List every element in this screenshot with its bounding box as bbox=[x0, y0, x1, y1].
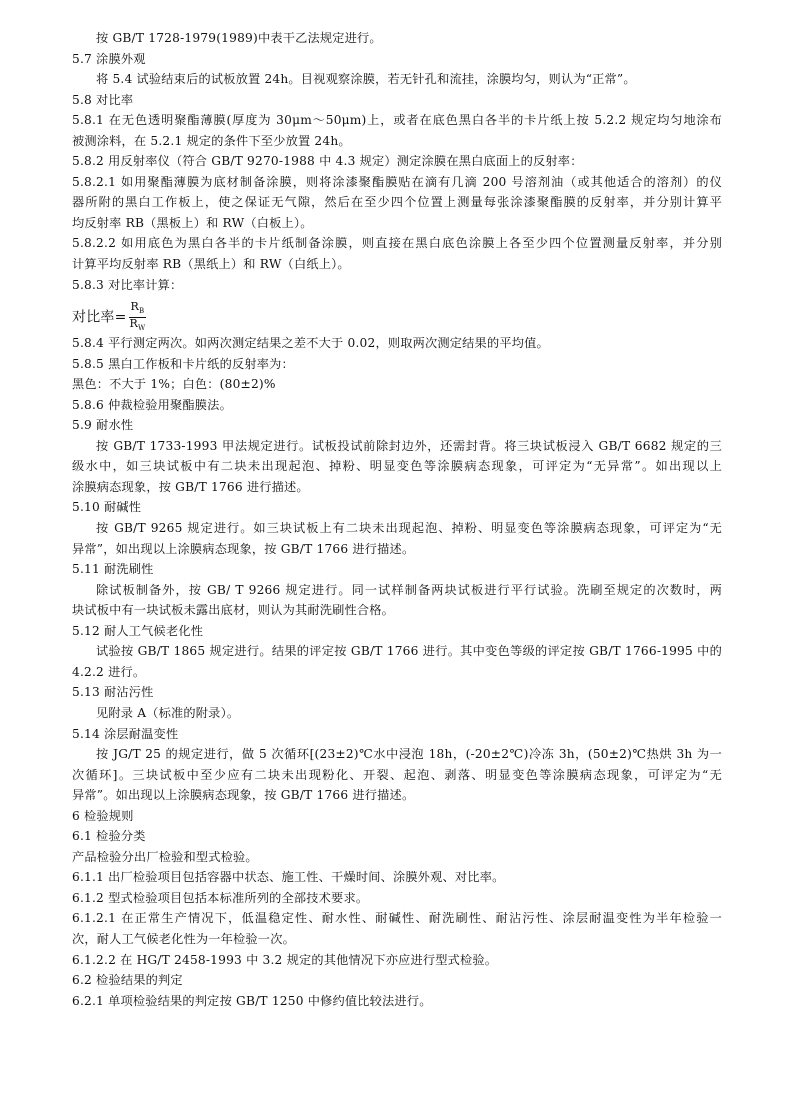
text-block-top bbox=[72, 28, 722, 295]
text-line: 器所附的黑白工作板上，使之保证无气隙，然后在至少四个位置上测量每张涂漆聚酯膜的反射率，并分别计算平 bbox=[72, 195, 722, 210]
text-line: 6.1 检验分类 bbox=[72, 829, 146, 844]
text-line: 块试板中有一块试板未露出底材，则认为其耐洗刷性合格。 bbox=[72, 603, 395, 618]
text-line: 6.2 检验结果的判定 bbox=[72, 973, 183, 988]
text-line: 产品检验分出厂检验和型式检验。 bbox=[72, 849, 258, 864]
contrast-ratio-formula bbox=[72, 301, 722, 331]
formula-fraction bbox=[129, 301, 147, 334]
text-line: 5.8.2.1 如用聚酯薄膜为底材制备涂膜，则将涂漆聚酯膜贴在滴有几滴 200 号溶剂油（或其他适合的溶剂）的仪 bbox=[72, 174, 722, 189]
document-page bbox=[72, 28, 722, 1011]
text-line: 5.10 耐碱性 bbox=[72, 500, 142, 515]
text-line: 异常”，如出现以上涂膜病态现象，按 GB/T 1766 进行描述。 bbox=[72, 541, 415, 556]
text-line: 6 检验规则 bbox=[72, 808, 134, 823]
text-line: 均反射率 RB（黑板上）和 RW（白板上）。 bbox=[72, 215, 313, 230]
text-line: 见附录 A（标准的附录）。 bbox=[96, 705, 240, 720]
text-line: 涂膜病态现象，按 GB/T 1766 进行描述。 bbox=[72, 479, 309, 494]
text-line: 5.8.6 仲裁检验用聚酯膜法。 bbox=[72, 397, 232, 412]
text-line: 6.2.1 单项检验结果的判定按 GB/T 1250 中修约值比较法进行。 bbox=[72, 993, 432, 1008]
text-line: 5.8.2.2 如用底色为黑白各半的卡片纸制备涂膜，则直接在黑白底色涂膜上各至少四个位置测量反射率，并分别 bbox=[72, 236, 722, 251]
text-line: 5.7 涂膜外观 bbox=[72, 51, 146, 66]
text-line: 按 GB/T 1728-1979(1989)中表干乙法规定进行。 bbox=[96, 31, 382, 45]
text-block-bottom bbox=[72, 333, 722, 1011]
text-line: 将 5.4 试验结束后的试板放置 24h。目视观察涂膜，若无针孔和流挂，涂膜均匀，则认为“正常”。 bbox=[96, 72, 636, 87]
text-line: 黑色：不大于 1%；白色：(80±2)% bbox=[72, 377, 276, 392]
text-line: 5.14 涂层耐温变性 bbox=[72, 726, 179, 741]
text-line: 5.8.3 对比率计算： bbox=[72, 277, 183, 292]
text-line: 6.1.2 型式检验项目包括本标准所列的全部技术要求。 bbox=[72, 890, 369, 905]
text-line: 5.8 对比率 bbox=[72, 92, 134, 107]
text-line: 次，耐人工气候老化性为一年检验一次。 bbox=[72, 931, 295, 946]
text-line: 异常”。如出现以上涂膜病态现象，按 GB/T 1766 进行描述。 bbox=[72, 788, 415, 803]
text-line: 按 GB/T 9265 规定进行。如三块试板上有二块未出现起泡、掉粉、明显变色等涂膜病态现象，可评定为“无 bbox=[96, 521, 722, 536]
text-line: 被测涂料，在 5.2.1 规定的条件下至少放置 24h。 bbox=[72, 133, 351, 148]
text-line: 次循环]。三块试板中至少应有二块未出现粉化、开裂、起泡、剥落、明显变色等涂膜病态现象，可评定为“无 bbox=[72, 767, 722, 782]
text-line: 5.8.2 用反射率仪（符合 GB/T 9270-1988 中 4.3 规定）测定涂膜在黑白底面上的反射率： bbox=[72, 154, 583, 169]
text-line: 试验按 GB/T 1865 规定进行。结果的评定按 GB/T 1766 进行。其中变色等级的评定按 GB/T 1766-1995 中的 bbox=[96, 644, 722, 659]
text-line: 按 GB/T 1733-1993 甲法规定进行。试板投试前除封边外，还需封背。将三块试板浸入 GB/T 6682 规定的三 bbox=[96, 438, 722, 453]
text-line: 6.1.2.2 在 HG/T 2458-1993 中 3.2 规定的其他情况下亦应进行型式检验。 bbox=[72, 952, 498, 967]
formula-label: 对比率= bbox=[72, 309, 127, 326]
text-line: 5.8.5 黑白工作板和卡片纸的反射率为： bbox=[72, 356, 294, 371]
text-line: 4.2.2 进行。 bbox=[72, 664, 146, 679]
text-line: 5.8.4 平行测定两次。如两次测定结果之差不大于 0.02，则取两次测定结果的平均值。 bbox=[72, 336, 549, 351]
text-line: 除试板制备外，按 GB/ T 9266 规定进行。同一试样制备两块试板进行平行试验。洗刷至规定的次数时，两 bbox=[96, 582, 722, 597]
text-line: 5.12 耐人工气候老化性 bbox=[72, 623, 204, 638]
text-line: 5.9 耐水性 bbox=[72, 418, 134, 433]
text-line: 5.11 耐洗刷性 bbox=[72, 562, 154, 577]
text-line: 5.8.1 在无色透明聚酯薄膜(厚度为 30μm～50μm)上，或者在底色黑白各半的卡片纸上按 5.2.2 规定均匀地涂布 bbox=[72, 113, 722, 128]
text-line: 按 JG/T 25 的规定进行，做 5 次循环[(23±2)℃水中浸泡 18h，(-20±2℃)冷冻 3h，(50±2)℃热烘 3h 为一 bbox=[96, 747, 722, 762]
text-line: 6.1.2.1 在正常生产情况下，低温稳定性、耐水性、耐碱性、耐洗刷性、耐沾污性、涂层耐温变性为半年检验一 bbox=[72, 911, 722, 926]
text-line: 计算平均反射率 RB（黑纸上）和 RW（白纸上）。 bbox=[72, 257, 350, 272]
text-line: 6.1.1 出厂检验项目包括容器中状态、施工性、干燥时间、涂膜外观、对比率。 bbox=[72, 870, 505, 885]
text-line: 5.13 耐沾污性 bbox=[72, 685, 154, 700]
formula-denominator: $R_W$ bbox=[129, 317, 146, 333]
text-line: 级水中，如三块试板中有二块未出现起泡、掉粉、明显变色等涂膜病态现象，可评定为“无异常”。如出现以上 bbox=[72, 459, 722, 474]
formula-numerator: $R_B$ bbox=[129, 301, 147, 318]
